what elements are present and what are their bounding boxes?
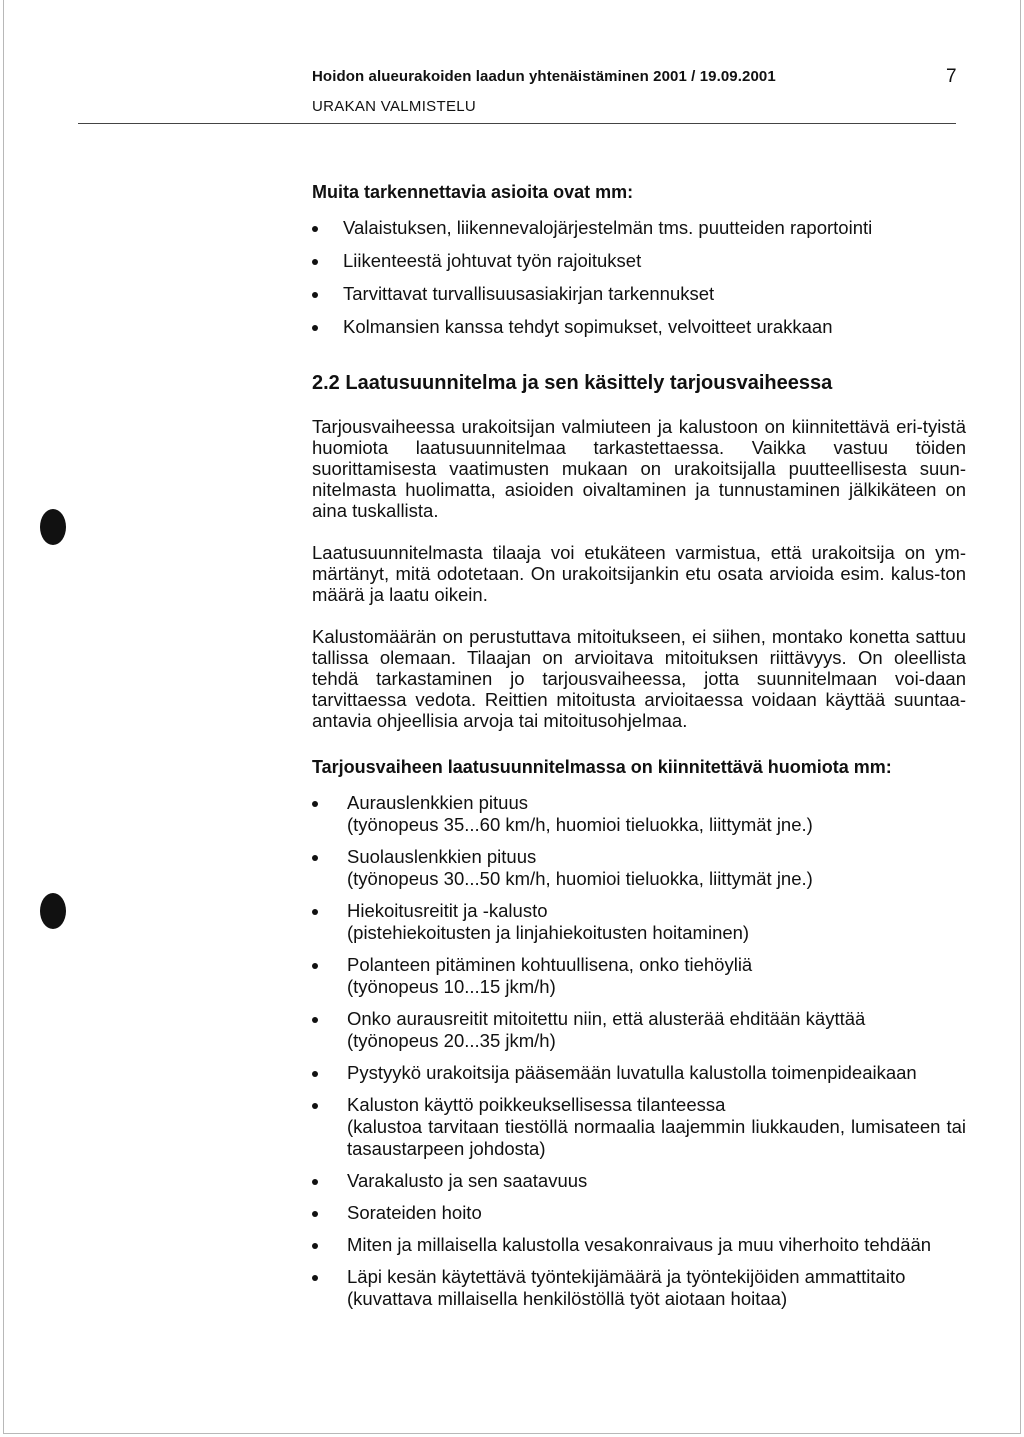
header-divider (78, 123, 956, 124)
item-main: Suolauslenkkien pituus (347, 846, 537, 867)
document-body (312, 182, 966, 1320)
list-item (312, 1234, 966, 1256)
item-main: Pystyykö urakoitsija pääsemään luvatulla kalustolla toimenpideaikaan (347, 1062, 917, 1083)
item-note: (työnopeus 20...35 jkm/h) (347, 1030, 556, 1051)
list-item: Kolmansien kanssa tehdyt sopimukset, velvoitteet urakkaan (312, 316, 966, 338)
list-item (312, 1266, 966, 1310)
item-main: Läpi kesän käytettävä työntekijämäärä ja työntekijöiden ammattitaito (347, 1266, 906, 1287)
list-item (312, 1202, 966, 1224)
item-note: (pistehiekoitusten ja linjahiekoitusten hoitaminen) (347, 922, 750, 943)
punch-hole-bottom (40, 893, 66, 929)
item-note: (kalustoa tarvitaan tiestöllä normaalia laajemmin liukkauden, lumisateen tai tasaustarpeen johdosta) (347, 1116, 966, 1159)
paragraph: Laatusuunnitelmasta tilaaja voi etukäteen varmistua, että urakoitsija on ym-märtänyt, mitä odotetaan. On urakoitsijankin etu osata arvioida esim. kalus-ton määrä ja laatu oikein. (312, 542, 966, 605)
list-item (312, 792, 966, 836)
section2-heading: 2.2 Laatusuunnitelma ja sen käsittely tarjousvaiheessa (312, 372, 833, 394)
list-item (312, 954, 966, 998)
item-note: (työnopeus 35...60 km/h, huomioi tieluokka, liittymät jne.) (347, 814, 813, 835)
item-note: (kuvattava millaisella henkilöstöllä työt aiotaan hoitaa) (347, 1288, 788, 1309)
item-main: Aurauslenkkien pituus (347, 792, 528, 813)
list-item: Tarvittavat turvallisuusasiakirjan tarkennukset (312, 283, 966, 305)
paragraph: Tarjousvaiheessa urakoitsijan valmiuteen ja kalustoon on kiinnitettävä eri-tyistä huomiota laatusuunnitelmaa tarkastettaessa. Vaikka vastuu töiden suorittamisesta vaatimusten mukaan on urakoitsijalla puutteellisesta suun-nitelmasta huolimatta, asioiden oivaltaminen ja tunnustaminen jälkikäteen on aina tuskallista. (312, 416, 966, 521)
item-note: (työnopeus 10...15 jkm/h) (347, 976, 556, 997)
item-main: Onko aurausreitit mitoitettu niin, että alusterää ehditään käyttää (347, 1008, 866, 1029)
section1-list (312, 217, 966, 338)
section2-list (312, 792, 966, 1310)
header-subtitle: URAKAN VALMISTELU (312, 98, 477, 115)
page-number: 7 (946, 66, 957, 87)
header-title: Hoidon alueurakoiden laadun yhtenäistäminen 2001 / 19.09.2001 (312, 68, 776, 85)
list-item (312, 1170, 966, 1192)
punch-hole-top (40, 509, 66, 545)
list-item (312, 1062, 966, 1084)
item-main: Sorateiden hoito (347, 1202, 482, 1223)
item-main: Hiekoitusreitit ja -kalusto (347, 900, 548, 921)
paragraph: Kalustomäärän on perustuttava mitoitukseen, ei siihen, montako konetta sattuu tallissa olemaan. Tilaajan on arvioitava mitoituksen riittävyys. On oleellista tehdä tarkastaminen jo tarjousvaiheessa, jotta suunnitelmaan voi-daan tarvittaessa vedota. Reittien mitoitusta arvioitaessa voidaan käyttää suuntaa-antavia ohjeellisia arvoja tai mitoitusohjelmaa. (312, 626, 966, 731)
list-item: Valaistuksen, liikennevalojärjestelmän tms. puutteiden raportointi (312, 217, 966, 239)
item-note: (työnopeus 30...50 km/h, huomioi tieluokka, liittymät jne.) (347, 868, 813, 889)
item-main: Kaluston käyttö poikkeuksellisessa tilanteessa (347, 1094, 726, 1115)
list-item (312, 846, 966, 890)
item-main: Varakalusto ja sen saatavuus (347, 1170, 588, 1191)
list-item (312, 1094, 966, 1160)
list-item (312, 900, 966, 944)
section2-subheading: Tarjousvaiheen laatusuunnitelmassa on kiinnitettävä huomiota mm: (312, 757, 892, 777)
list-item: Liikenteestä johtuvat työn rajoitukset (312, 250, 966, 272)
item-main: Polanteen pitäminen kohtuullisena, onko tiehöyliä (347, 954, 753, 975)
section1-heading: Muita tarkennettavia asioita ovat mm: (312, 182, 634, 202)
list-item (312, 1008, 966, 1052)
item-main: Miten ja millaisella kalustolla vesakonraivaus ja muu viherhoito tehdään (347, 1234, 932, 1255)
